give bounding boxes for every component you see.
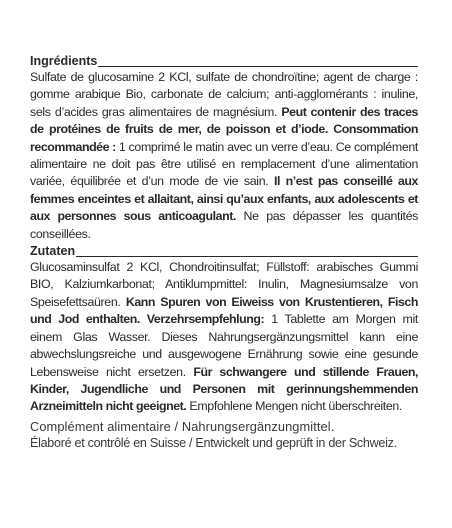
german-heading-text: Zutaten [30, 244, 76, 259]
fr-segment-5: Ne pas dépasser les quantités conseillées. [30, 209, 418, 241]
german-ingredients-heading [30, 243, 418, 259]
de-segment-3: 1 Tablette am Morgen mit einem Glas Wasser. Dieses Nahrungsergänzungsmittel kann eine abwechslungsreiche und ausgewogene Ernährung sowie eine gesunde Lebensweise nicht ersetzen. [30, 312, 418, 379]
de-segment-1: Glucosaminsulfat 2 KCl, Chondroitinsulfat; Füllstoff: arabisches Gummi BIO, Kalziumkarbonat; Antiklumpmittel: Inulin, Magnesiumsalze von Speisefettsaüren. [30, 260, 418, 309]
de-segment-4-bold: Für schwangere und stillende Frauen, Kinder, Jugendliche und Personen mit gerinnungshemmenden Arzneimitteln nicht geeignet. [30, 364, 419, 414]
de-segment-5: Empfohlene Mengen nicht überschreiten. [186, 399, 403, 414]
product-type-line: Complément alimentaire / Nahrungsergänzungmittel. [30, 418, 335, 434]
de-segment-2-bold: Kann Spuren von Eiweiss von Krustentieren, Fisch und Jod enthalten. Verzehrsempfehlung: [30, 294, 418, 327]
german-heading-rule [76, 256, 418, 257]
origin-line: Élaboré et contrôlé en Suisse / Entwickelt und geprüft in der Schweiz. [30, 436, 397, 451]
french-heading-rule [98, 66, 418, 67]
ingredients-label-panel [30, 53, 418, 453]
fr-segment-1: Sulfate de glucosamine 2 KCl, sulfate de chondroïtine; agent de charge : gomme arabique Bio, carbonate de calcium; anti-agglomérants : inuline, sels d’acides gras alimentaires de magnésium. [30, 70, 418, 119]
french-heading-text: Ingrédients [30, 54, 98, 68]
french-ingredients-heading [30, 53, 418, 69]
fr-segment-3: 1 comprimé le matin avec un verre d’eau. Ce complément alimentaire ne doit pas être utilisé en remplacement d’une alimentation variée, équilibrée et d’un mode de vie sain. [30, 139, 418, 189]
german-ingredients-text [30, 259, 418, 416]
french-ingredients-text [30, 69, 418, 243]
fr-segment-4-bold: Il n’est pas conseillé aux femmes enceintes et allaitant, ainsi qu’aux enfants, aux adolescents et aux personnes sous anticoagulant. [30, 174, 418, 224]
fr-segment-2-bold: Peut contenir des traces de protéines de fruits de mer, de poisson et d’iode. Consommation recommandée : [30, 104, 418, 154]
